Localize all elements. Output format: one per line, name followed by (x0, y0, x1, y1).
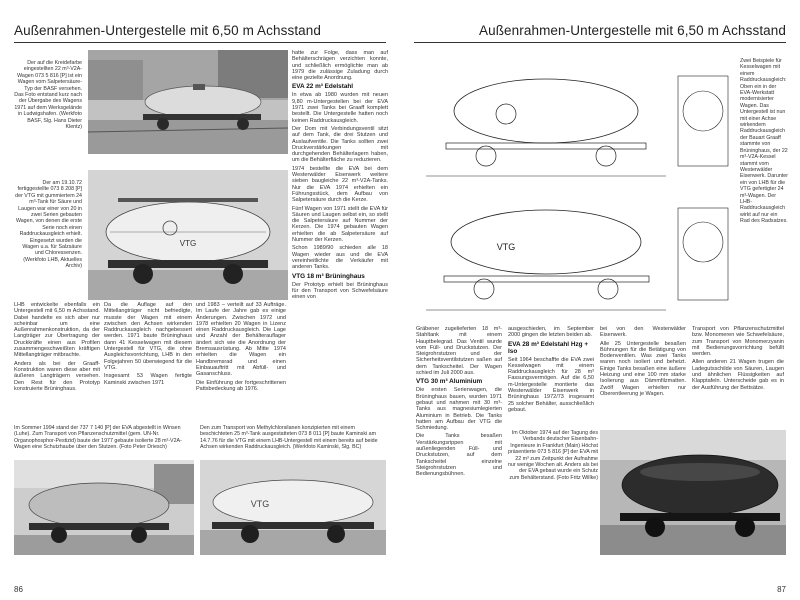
paragraph: Die ersten Serienwagen, die Brüninghaus bauen, wurden 1971 gebaut und nahmen mit 30 m³-Tanks aus magnesiumlegierten Aluminium in Betrieb. Die Tanks hatten am Aufbau der VTG die Schmiedung. (416, 387, 502, 432)
photo-eva-frankfurt (600, 430, 786, 555)
paragraph: Gräbener zugelieferten 18 m³-Stahltank mit einem Hauptbelegrad. Das Ventil wurde vom Füll- und Druckstutzen. Der Steigrohrstutzen und der Sicherheitsventilstutzen saßen auf dem Tankscheitel. Der Wagen schied im Juli 2000 aus. (416, 326, 502, 377)
left-header-title: Außenrahmen-Untergestelle mit 6,50 m Achsstand (14, 23, 321, 38)
caption-frankfurt: Im Oktober 1974 auf der Tagung des Verbands deutscher Eisenbahn-Ingenieure in Frankfurt (Main) Höchst präsentierte 073 5 816 [P] der EVA mit 22 m³ zum Zeitpunkt der Aufnahme nur wenige Wochen alt. Anders als bei der EVA gebaut wurde ein Schutz zum Behälterstand. (Foto Fritz Willke) (508, 430, 599, 481)
paragraph: bei von den Westerwälder Eisenwerk. (600, 326, 686, 339)
drawing-eva-wagon (416, 56, 734, 186)
paragraph: LHB entwickelte ebenfalls ein Untergestell mit 6,50 m Achsstand. Dabei handelte es sich aber nur scheinbar um eine Außenrahmenkonstruktion, da der Langträger zur Übertragung der Druckkräfte einen aus Profilen zusammengeschweißten kräftigen Mittellangträger mitbrachte. (14, 302, 100, 359)
paragraph: Schon 1989/90 schieden alle 18 Wagen wieder aus und die EVA vereinheitlichte die Verkäufer mit anderen Tanks. (292, 245, 388, 271)
paragraph: und 1983 – verteilt auf 33 Aufträge. Im Laufe der Jahre gab es einige Änderungen. Zwischen 1972 und 1978 erhielten 20 Wagen in Lizenz einen Raddruckausgleich. Die Lage und Anzahl der Behälterauflager ändert sich wie die Anordnung der Bremsausrüstung. Ab Mitte 1974 erhielten die Wagen ein Handbremsrad und einen Einbauauftritt mit Abfüll- und Gasanschluss. (196, 302, 286, 378)
left-header (14, 13, 386, 43)
right-page (400, 0, 800, 600)
heading-vtg18: VTG 18 m³ Brüninghaus (292, 272, 365, 280)
vtg-logo: VTG (496, 242, 516, 252)
left-text-col-2 (104, 302, 192, 388)
paragraph: hatte zur Folge, dass man auf Behälterschrägen verzichten konnte, und schließlich ermöglichte man ab 1979 die zulässige Zuladung durch eine gezielte Anordnung. (292, 50, 388, 82)
photo-eva-winsen (14, 460, 194, 555)
photo-basf-wagon (88, 50, 288, 154)
right-page-number: 87 (777, 585, 786, 594)
paragraph: Insgesamt 53 Wagen fertigte Kaminski zwischen 1971 (104, 373, 192, 386)
right-header-rule (414, 42, 786, 43)
paragraph: Die Tanks besaßen Verstärkungsrippen mit außenliegenden Füll- und Druckstutzen, auf dem Tankscheitel einzelne Steigrohrstutzen und Bedienungsbühnen. (416, 433, 502, 478)
paragraph: In etwa ab 1980 wurden mit neuen 9,80 m-Untergestellen bei der EVA 1971 zwei Tanks bei Graaff komplett bestellt. Die Untergestelle hatten noch keinen Raddruckausgleich. (292, 92, 388, 124)
paragraph: Der Prototyp erhielt bei Brüninghaus für den Transport von Schwefelsäure einen von (292, 281, 388, 301)
right-header-title: Außenrahmen-Untergestelle mit 6,50 m Achsstand (479, 23, 786, 38)
right-text-col-4 (692, 326, 784, 393)
caption-basf: Der auf die Kreidefarbe eingestellten 22 m³-V2A-Wagen 073 5 816 [P] ist ein Wagen vom Salpetersäure-Typ der BASF versehen. Das Foto entstand kurz nach der Übergabe des Wagens 1971 auf dem Werksgelände in Ludwigshafen. (Werkfoto BASF, Slg. Hans Dieter Klentz) (14, 60, 82, 131)
paragraph: Anders als bei der Graaff-Konstruktion waren diese aber mit äußeren Langträgern versehen. Den Rest für den Prototyp konstruierte Brüninghaus. (14, 360, 100, 392)
right-text-col-3 (600, 326, 686, 399)
vtg-logo: VTG (250, 499, 270, 509)
paragraph: ausgeschieden, im September 2000 gingen die letzten beiden ab. (508, 326, 594, 339)
caption-kaminski: Den zum Transport von Methylchlorsilanen konzipierten mit einem beschichteten 25 m³-Tank ausgestatteten 073 8 011 [P] baute Kaminski am 14.7.76 für die VTG mit einem LHB-Untergestell mit einem bereits auf beide Achsen wirkenden Raddruckausgleich. (Werkfoto Kaminski, Slg. BC) (200, 425, 378, 451)
paragraph: Alle 25 Untergestelle besaßen Bühnungen für die Betätigung von Bodenventilen. Was zwei Tanks waren noch isoliert und beheizt. Einige Tanks besaßen eine äußere Heizung und eine 100 mm starke Isolierung aus Dämmfilzmatten. Zwölf Wagen erhielten nur Oberentleerung je Wagen. (600, 340, 686, 397)
right-text-col-1 (416, 326, 502, 480)
paragraph: Allen anderen 21 Wagen trugen die Ladegutsschilde von Säuren, Laugen und ähnlichen Flüssigkeiten auf Klapptafeln. Unterscheide gab es in der Ausführung der Bettsätze. (692, 359, 784, 391)
heading-vtg30: VTG 30 m³ Aluminium (416, 378, 483, 386)
caption-vtg: Der am 19.10.72 fertiggestellte 073 8 208 [P] der VTG mit gummiertem 24 m³-Tank für Säure und Laugen war einer von 20 in zwei Serien gebauten Wagen, von denen die erste Serie noch einen Raddruckausgleich erhielt. Eingesetzt wurden die Wagen u.a. für Salzsäure und Chloressenzen. (Werkfoto LHB, Aktuelles Archiv) (15, 180, 82, 270)
paragraph: Transport von Pflanzenschutzmittel bzw. Monomeren wie Schwefelsäure, zum Transport von Monomerzyanin mit Bedienungsvorrichtung befüllt werden. (692, 326, 784, 358)
paragraph: Seit 1964 beschaffte die EVA zwei Kesselwagen mit einem Raddruckausgleich für 28 m³ Fassungsvermögen. Auf die 6,50 m-Untergestelle montierte das Westerwälder Eisenwerk in Brüninghaus 1972/73 insgesamt 25 solcher Behälter, ausschließlich gebaut. (508, 356, 594, 413)
heading-eva28: EVA 28 m³ Edelstahl Hzg + Iso (508, 340, 589, 355)
caption-drawings: Zwei Beispiele für Kesselwagen mit einem Raddruckausgleich: Oben ein in der EVA-Werkstatt modernisierter Wagen. Das Untergestell ist nun mit einer Achse wirkendem Raddruckausgleich der Bauart Graaff stammte von Brüninghaus, der 22 m³-V2A-Kessel stammt vom Westerwälder Eisenwerk. Darunter ein von LHB für die VTG gefertigter 24 m³-Wagen. Der LHB-Raddruckausgleich wirkt auf nur ein Rad des Radsatzes. (740, 58, 788, 225)
left-text-col-1 (14, 302, 100, 394)
photo-kaminski (200, 460, 386, 555)
heading-eva22: EVA 22 m³ Edelstahl (292, 83, 354, 91)
caption-eva-winsen: Im Sommer 1994 stand der 737 7 140 [P] der EVA abgestellt in Winsen (Luhe). Zum Transport von Pflanzenschutzmittel (gem. UN-Nr. Organophosphor-Pestizid) baute der 1977 gebaute isolierte 28 m³-V2A-Wagen eine Schutzhaube über den Stutzen. (Foto Peter Driesch) (14, 425, 182, 451)
vtg-logo: VTG (179, 239, 197, 248)
right-header (414, 13, 786, 43)
right-text-col-2 (508, 326, 594, 415)
left-page-number: 86 (14, 585, 23, 594)
left-header-rule (14, 42, 386, 43)
left-text-col-3 (196, 302, 286, 394)
drawing-vtg-wagon (416, 190, 734, 320)
paragraph: Der Dom mit Verbindungsventil sitzt auf dem Tank, die drei Stutzen und Auslaufventile. Die Tanks sollten zwei Druckverstärkungen mit durchgehenden Behälterlagern haben, um die Behälterfläche zu reduzieren. (292, 125, 388, 164)
left-upper-right-column (292, 50, 388, 302)
photo-vtg-wagon (88, 170, 288, 300)
paragraph: Da die Auflage auf den Mittellangträger nicht befriedigte, musste der Wagen mit einem zwischen den Achsen wirkenden Raddruckausgleich nachgebessert werden. 1971 baute Brüninghaus dann 41 Kesselwagen mit diesem Untergestell für VTG, die ohne Ausgleichsvorrichtung, LHB in den Folgejahren 50 überwiegend für die VTG. (104, 302, 192, 371)
left-col4-text (292, 50, 388, 81)
paragraph: Die Einführung der fortgeschrittenen Pattsbedeckung ab 1976. (196, 379, 286, 392)
paragraph: 1974 bestellte die EVA bei dem Westerwälder Eisenwerk weitere sieben baugleiche 22 m³-V2A-Tanks. Nur die EVA 1974 erhielten ein Führungsstück, dem Aufbau von Salpetersäure durch die Kerze. (292, 165, 388, 204)
paragraph: Fünf Wagen von 1971 stellt die EVA für Säuren und Laugen selbst ein, so stellt die Salpetersäure auf Nummer der Kerzen. Die 1974 gebauten Wagen erhielten die ab Salpetersäure auf Nummer der Kerzen. (292, 205, 388, 244)
